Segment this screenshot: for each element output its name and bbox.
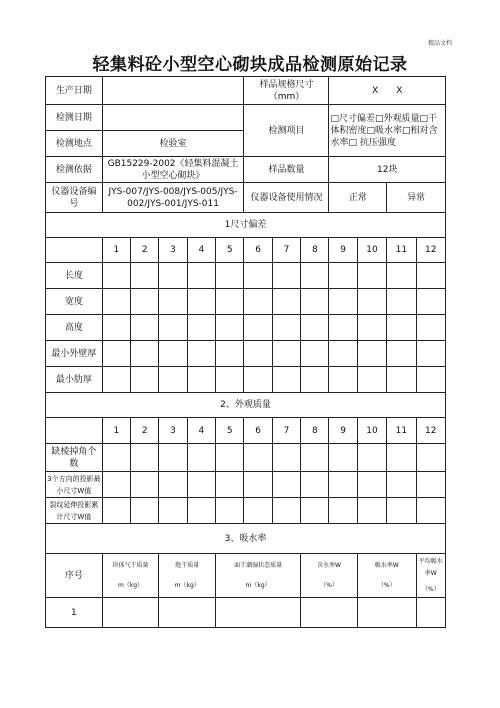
- cell[interactable]: [244, 315, 272, 341]
- section3-row: [46, 598, 446, 628]
- device-no-label: 仪器设备编号: [46, 183, 103, 213]
- cell[interactable]: [387, 341, 416, 367]
- cell[interactable]: [357, 315, 386, 341]
- section1-title-row: [46, 213, 446, 238]
- cell[interactable]: [272, 444, 300, 472]
- cell[interactable]: [301, 289, 329, 315]
- section1-number-row: [46, 238, 446, 263]
- cell[interactable]: [187, 341, 215, 367]
- cell[interactable]: [102, 315, 130, 341]
- section2-row: [46, 498, 446, 524]
- section1-row: [46, 263, 446, 289]
- col-header: [102, 554, 159, 598]
- section2-title: 2、外观质量: [46, 393, 446, 418]
- cell[interactable]: [131, 315, 159, 341]
- sample-qty-label: 样品数量: [244, 157, 329, 183]
- cell[interactable]: [272, 315, 300, 341]
- col-header-line1: 吸水率W: [374, 561, 399, 569]
- col-header: [416, 554, 445, 598]
- cell[interactable]: [131, 498, 159, 524]
- section3-title-row: [46, 524, 446, 554]
- basis-label: 检测依据: [46, 157, 103, 183]
- cell[interactable]: [416, 498, 445, 524]
- col-header: [159, 554, 216, 598]
- cell[interactable]: [301, 498, 329, 524]
- cell[interactable]: [301, 341, 329, 367]
- seq-label: 序号: [46, 554, 103, 598]
- page-title: 轻集料砼小型空心砌块成品检测原始记录: [92, 55, 408, 75]
- cell[interactable]: [131, 341, 159, 367]
- cell[interactable]: [301, 444, 329, 472]
- row-label: 长度: [46, 263, 103, 289]
- section2-col-number: 8: [301, 418, 329, 444]
- cell[interactable]: [387, 498, 416, 524]
- cell[interactable]: [244, 341, 272, 367]
- cell[interactable]: [187, 367, 215, 393]
- basis-row: [46, 157, 446, 183]
- corner-watermark-text: 精品文档: [427, 40, 452, 47]
- section1-col-number: 8: [301, 238, 329, 263]
- cell[interactable]: [301, 598, 358, 628]
- cell[interactable]: [357, 498, 386, 524]
- section2-col-number: 9: [329, 418, 357, 444]
- production-date-value[interactable]: [102, 77, 244, 105]
- cell[interactable]: [102, 289, 130, 315]
- sample-qty-value[interactable]: 12块: [329, 157, 446, 183]
- section1-col-number: 10: [357, 238, 386, 263]
- cell[interactable]: [329, 472, 357, 498]
- cell[interactable]: [216, 315, 244, 341]
- cell[interactable]: [272, 289, 300, 315]
- cell[interactable]: [102, 598, 159, 628]
- section1-col-number: 6: [244, 238, 272, 263]
- device-status-label: 仪器设备使用情况: [244, 183, 329, 213]
- cell[interactable]: [329, 263, 357, 289]
- section1-col-number: 2: [131, 238, 159, 263]
- cell[interactable]: [159, 315, 187, 341]
- section3-header-row: [46, 554, 446, 598]
- row-label: 3个方向的投影最小尺寸W值: [46, 472, 103, 498]
- cell[interactable]: [416, 598, 445, 628]
- cell[interactable]: [416, 367, 445, 393]
- cell[interactable]: [216, 472, 244, 498]
- section1-row: [46, 289, 446, 315]
- row-label: 最小外壁厚: [46, 341, 103, 367]
- section2-col-number: 4: [187, 418, 215, 444]
- cell[interactable]: [102, 263, 130, 289]
- cell[interactable]: [187, 315, 215, 341]
- section2-col-number: 6: [244, 418, 272, 444]
- col-header: [216, 554, 301, 598]
- col-header-line2: m（kg）: [117, 581, 144, 589]
- cell[interactable]: [159, 263, 187, 289]
- cell[interactable]: [301, 315, 329, 341]
- cell[interactable]: [387, 263, 416, 289]
- device-row: [46, 183, 446, 213]
- cell[interactable]: [187, 472, 215, 498]
- col-header-line2: （%）: [320, 581, 338, 589]
- cell[interactable]: [159, 472, 187, 498]
- section1-col-number: 5: [216, 238, 244, 263]
- row-label: 缺棱掉角个数: [46, 444, 103, 472]
- cell[interactable]: [187, 263, 215, 289]
- cell[interactable]: [244, 444, 272, 472]
- cell[interactable]: [416, 444, 445, 472]
- cell[interactable]: [102, 498, 130, 524]
- test-date-label: 检测日期: [46, 105, 103, 131]
- status-abnormal[interactable]: 异常: [387, 183, 446, 213]
- col-header-line2: （%）: [421, 585, 440, 593]
- col-header: [357, 554, 416, 598]
- cell[interactable]: [357, 289, 386, 315]
- cell[interactable]: [387, 472, 416, 498]
- cell[interactable]: [387, 289, 416, 315]
- cell[interactable]: [244, 289, 272, 315]
- cell[interactable]: [216, 341, 244, 367]
- test-items-label: 检测项目: [244, 105, 329, 157]
- section1-col-number: 1: [102, 238, 130, 263]
- section2-title-row: [46, 393, 446, 418]
- cell[interactable]: [357, 367, 386, 393]
- test-items-value[interactable]: □尺寸偏差□外观质量□干体积密度□吸水率□相对含水率□ 抗压强度: [329, 105, 446, 157]
- record-table: [45, 76, 446, 628]
- cell[interactable]: [357, 341, 386, 367]
- cell[interactable]: [159, 367, 187, 393]
- cell[interactable]: [216, 598, 301, 628]
- cell[interactable]: [244, 472, 272, 498]
- cell[interactable]: [416, 472, 445, 498]
- col-header-line1: 块体气干质量: [112, 561, 149, 569]
- test-location-label: 检测地点: [46, 131, 103, 157]
- cell[interactable]: [301, 472, 329, 498]
- cell[interactable]: [216, 367, 244, 393]
- section1-title: 1尺寸偏差: [46, 213, 446, 238]
- cell[interactable]: [272, 367, 300, 393]
- row-label: 最小肋厚: [46, 367, 103, 393]
- cell[interactable]: [301, 367, 329, 393]
- cell[interactable]: [131, 444, 159, 472]
- col-header-line2: m（kg）: [245, 581, 271, 589]
- section1-row: [46, 315, 446, 341]
- cell[interactable]: [272, 263, 300, 289]
- cell[interactable]: [357, 263, 386, 289]
- cell[interactable]: [416, 341, 445, 367]
- row-label: 裂纹延伸投影累计尺寸W值: [46, 498, 103, 524]
- col-header-line1: 平均吸水率W: [418, 557, 443, 577]
- cell[interactable]: [159, 598, 216, 628]
- sample-spec-value[interactable]: X X: [329, 77, 446, 105]
- basis-value: GB15229-2002《轻集料混凝土小型空心砌块》: [102, 157, 244, 183]
- section2-col-number: 7: [272, 418, 300, 444]
- col-header-line2: （%）: [377, 581, 396, 589]
- cell[interactable]: [102, 341, 130, 367]
- cell[interactable]: [131, 263, 159, 289]
- cell[interactable]: [216, 444, 244, 472]
- cell[interactable]: [131, 472, 159, 498]
- row-label: 高度: [46, 315, 103, 341]
- cell[interactable]: [131, 289, 159, 315]
- test-date-value[interactable]: [102, 105, 244, 131]
- section1-col-number: 7: [272, 238, 300, 263]
- cell[interactable]: [387, 367, 416, 393]
- section2-col-number: 1: [102, 418, 130, 444]
- cell[interactable]: [329, 444, 357, 472]
- section2-corner-cell: [46, 418, 103, 444]
- cell[interactable]: [159, 498, 187, 524]
- cell[interactable]: [387, 315, 416, 341]
- sample-spec-label: 样品规格尺寸（mm）: [244, 77, 329, 105]
- cell[interactable]: [416, 263, 445, 289]
- col-header-line1: 含水率W: [317, 561, 341, 569]
- test-location-value[interactable]: 检验室: [102, 131, 244, 157]
- cell[interactable]: [329, 289, 357, 315]
- cell[interactable]: [187, 498, 215, 524]
- cell[interactable]: [102, 472, 130, 498]
- cell[interactable]: [357, 472, 386, 498]
- cell[interactable]: [159, 341, 187, 367]
- section1-col-number: 9: [329, 238, 357, 263]
- section1-corner-cell: [46, 238, 103, 263]
- section2-col-number: 11: [387, 418, 416, 444]
- cell[interactable]: [244, 367, 272, 393]
- cell[interactable]: [416, 289, 445, 315]
- section1-col-number: 12: [416, 238, 445, 263]
- section2-col-number: 5: [216, 418, 244, 444]
- cell[interactable]: [216, 498, 244, 524]
- cell[interactable]: [131, 367, 159, 393]
- section1-col-number: 11: [387, 238, 416, 263]
- section3-title: 3、吸水率: [46, 524, 446, 554]
- cell[interactable]: [272, 498, 300, 524]
- cell[interactable]: [329, 498, 357, 524]
- cell[interactable]: [102, 444, 130, 472]
- cell[interactable]: [416, 315, 445, 341]
- section2-row: [46, 444, 446, 472]
- cell[interactable]: [272, 472, 300, 498]
- col-header-line1: 面干潮湿状态质量: [234, 561, 283, 569]
- row-label: 宽度: [46, 289, 103, 315]
- section1-row: [46, 341, 446, 367]
- cell[interactable]: [329, 367, 357, 393]
- cell[interactable]: [244, 263, 272, 289]
- cell[interactable]: [357, 598, 416, 628]
- cell[interactable]: [187, 289, 215, 315]
- section1-row: [46, 367, 446, 393]
- device-no-value: JYS-007/JYS-008/JYS-005/JYS-002/JYS-001/JYS-011: [102, 183, 244, 213]
- test-date-row: [46, 105, 446, 131]
- col-header-line2: m（kg）: [174, 581, 200, 589]
- section2-col-number: 12: [416, 418, 445, 444]
- production-date-row: [46, 77, 446, 105]
- cell[interactable]: [357, 444, 386, 472]
- cell[interactable]: [216, 263, 244, 289]
- cell[interactable]: [216, 289, 244, 315]
- cell[interactable]: [102, 367, 130, 393]
- section2-col-number: 10: [357, 418, 386, 444]
- cell[interactable]: [301, 263, 329, 289]
- cell[interactable]: [272, 341, 300, 367]
- cell[interactable]: [159, 289, 187, 315]
- section2-col-number: 3: [159, 418, 187, 444]
- production-date-label: 生产日期: [46, 77, 103, 105]
- section1-col-number: 4: [187, 238, 215, 263]
- col-header: [301, 554, 358, 598]
- section2-number-row: [46, 418, 446, 444]
- cell[interactable]: [387, 444, 416, 472]
- cell[interactable]: [159, 444, 187, 472]
- status-normal[interactable]: 正常: [329, 183, 387, 213]
- cell[interactable]: [187, 444, 215, 472]
- cell[interactable]: [329, 315, 357, 341]
- seq-number: 1: [46, 598, 103, 628]
- col-header-line1: 绝干质量: [175, 561, 200, 569]
- section1-col-number: 3: [159, 238, 187, 263]
- section2-col-number: 2: [131, 418, 159, 444]
- section2-row: [46, 472, 446, 498]
- cell[interactable]: [329, 341, 357, 367]
- cell[interactable]: [244, 498, 272, 524]
